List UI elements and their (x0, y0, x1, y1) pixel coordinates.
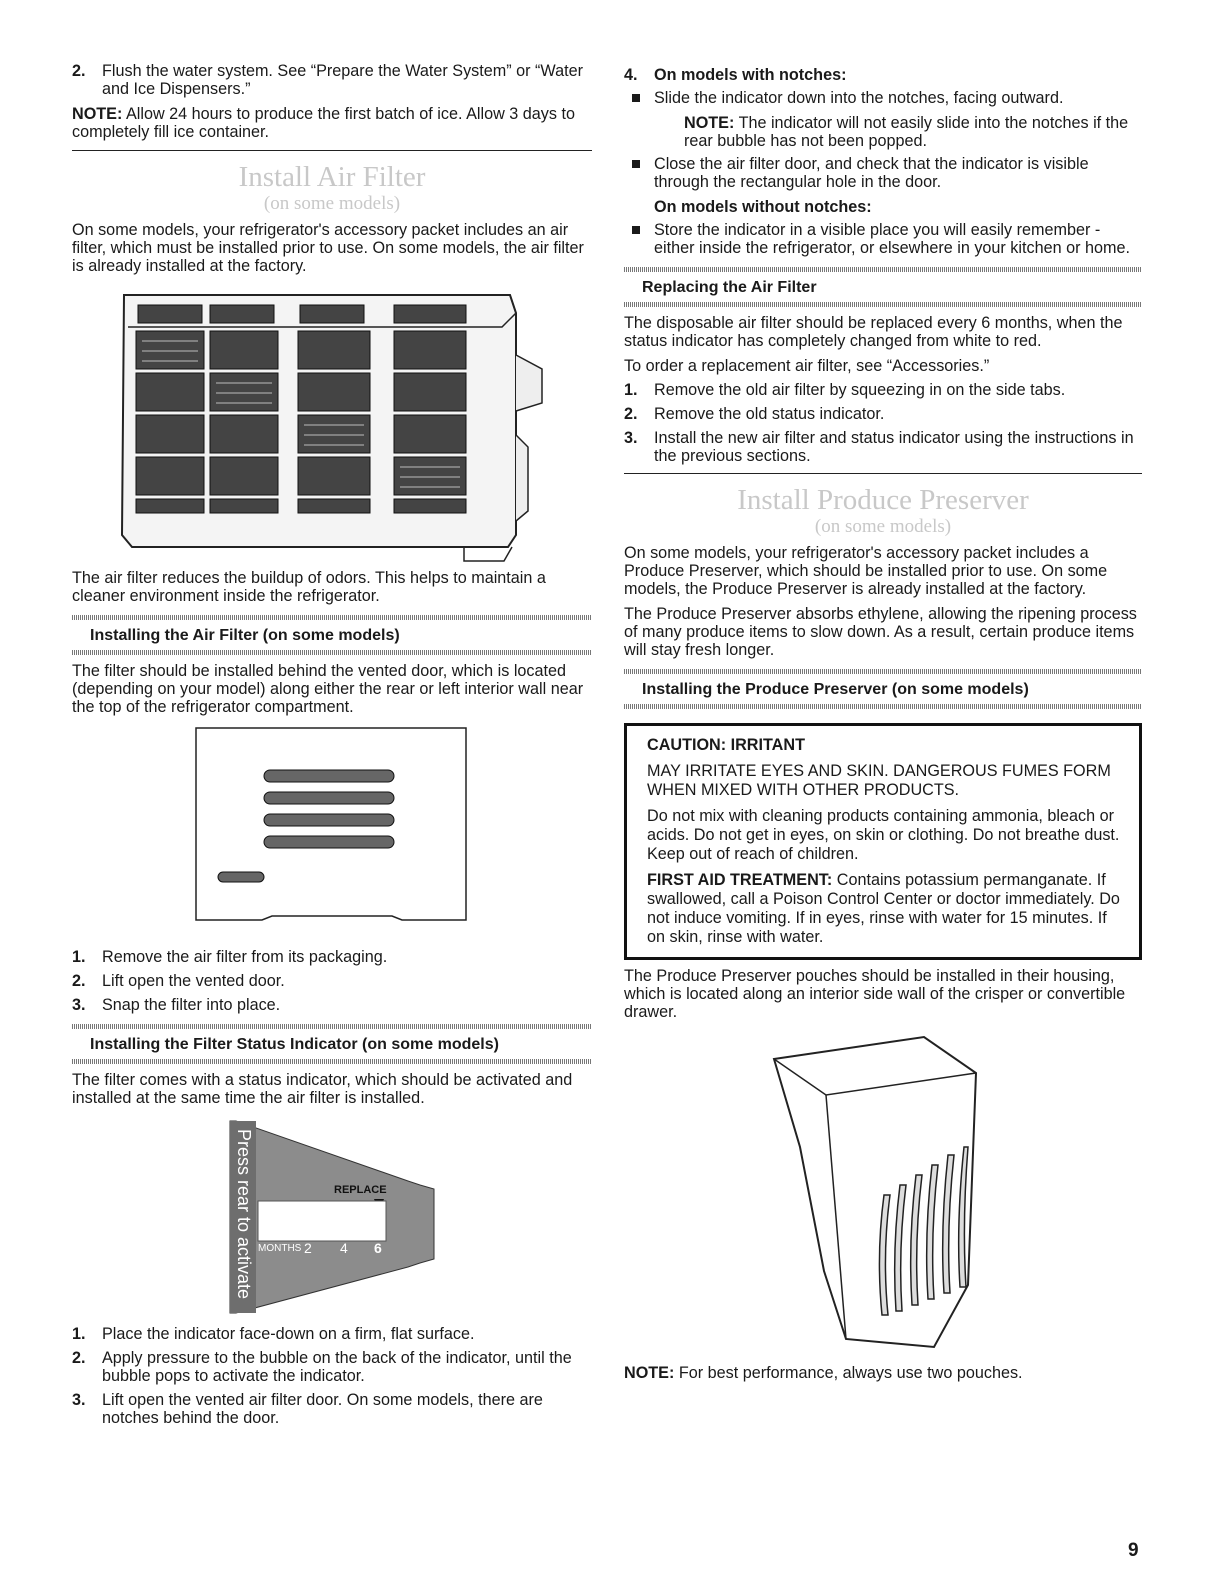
indicator-month-2: 2 (304, 1240, 312, 1256)
right-column (624, 62, 1142, 1382)
flush-step: 2. Flush the water system. See “Prepare the Water System” or “Water and Ice Dispensers.” (72, 62, 583, 98)
pouches-note: NOTE: For best performance, always use two pouches. (624, 1364, 1023, 1382)
produce-preserver-absorbs: The Produce Preserver absorbs ethylene, allowing the ripening process of many produce items to slow down. As a result, certain produce items will stay fresh longer. (624, 605, 1137, 659)
indicator-text: The filter comes with a status indicator, which should be activated and installed at the same time the air filter is installed. (72, 1071, 573, 1107)
vented-door-illustration (72, 726, 592, 942)
install-step: 2. Lift open the vented door. (72, 972, 285, 990)
left-column (72, 62, 592, 1427)
ice-note: NOTE: Allow 24 hours to produce the first batch of ice. Allow 3 days to completely fill ice container. (72, 105, 575, 141)
bullet-item: Store the indicator in a visible place you will easily remember - either inside the refrigerator, or elsewhere in your kitchen or home. (624, 221, 1142, 257)
replace-step: 3. Install the new air filter and status indicator using the instructions in the previous sections. (624, 429, 1134, 465)
indicator-month-6: 6 (374, 1240, 382, 1256)
section-subtitle: (on some models) (814, 516, 952, 537)
replace-step: 2. Remove the old status indicator. (624, 405, 885, 423)
indicator-month-4: 4 (340, 1240, 348, 1256)
notches-step: 4. On models with notches: (624, 66, 847, 84)
indicator-step: 3. Lift open the vented air filter door. On some models, there are notches behind the door. (72, 1391, 543, 1427)
air-filter-description: The air filter reduces the buildup of odors. This helps to maintain a cleaner environment inside the refrigerator. (72, 569, 546, 605)
indicator-step: 1. Place the indicator face-down on a firm, flat surface. (72, 1325, 475, 1343)
installing-air-filter-heading: Installing the Air Filter (on some models) (72, 615, 592, 655)
filter-status-indicator-heading: Installing the Filter Status Indicator (on some models) (72, 1024, 592, 1064)
caution-warning: MAY IRRITATE EYES AND SKIN. DANGEROUS FUMES FORM WHEN MIXED WITH OTHER PRODUCTS. (647, 762, 1111, 799)
install-step: 1. Remove the air filter from its packaging. (72, 948, 388, 966)
indicator-replace-label: REPLACE (334, 1184, 387, 1196)
section-subtitle: (on some models) (263, 193, 401, 214)
section-title: Install Air Filter (238, 161, 426, 193)
replacing-air-filter-heading: Replacing the Air Filter (624, 267, 1142, 307)
section-title: Install Produce Preserver (737, 484, 1029, 516)
caution-title: CAUTION: IRRITANT (647, 736, 805, 754)
status-indicator-illustration (72, 1119, 592, 1319)
replacing-text: The disposable air filter should be replaced every 6 months, when the status indicator has completely changed from white to red. (624, 314, 1123, 350)
air-filter-illustration (72, 285, 592, 569)
indicator-side-text: Press rear to activate (234, 1129, 254, 1300)
replace-steps-list (624, 381, 1142, 465)
divider (624, 473, 1142, 474)
bullet-item: Close the air filter door, and check that the indicator is visible through the rectangular hole in the door. (624, 155, 1142, 191)
produce-preserver-intro: On some models, your refrigerator's accessory packet includes a Produce Preserver, which should be installed prior to use. On some models, the Produce Preserver is already installed at the factory. (624, 544, 1108, 598)
produce-preserver-illustration (624, 1035, 1142, 1357)
indicator-note: NOTE: The indicator will not easily slide into the notches if the rear bubble has not been popped. (684, 114, 1129, 150)
install-steps-list (72, 948, 592, 1014)
without-notches-heading: On models without notches: (654, 198, 872, 216)
air-filter-intro: On some models, your refrigerator's accessory packet includes an air filter, which must be installed prior to use. On some models, the air filter is already installed at the factory. (72, 221, 584, 275)
replace-step: 1. Remove the old air filter by squeezing in on the side tabs. (624, 381, 1066, 399)
bullet-item: Slide the indicator down into the notches, facing outward. (624, 89, 1142, 107)
divider (72, 150, 592, 151)
installing-text: The filter should be installed behind the vented door, which is located (depending on your model) along either the rear or left interior wall near the top of the refrigerator compartment. (72, 662, 584, 716)
order-text: To order a replacement air filter, see “Accessories.” (624, 357, 990, 375)
caution-box (624, 723, 1142, 960)
pouches-text: The Produce Preserver pouches should be installed in their housing, which is located along an interior side wall of the crisper or convertible drawer. (624, 967, 1126, 1021)
installing-produce-preserver-heading: Installing the Produce Preserver (on some models) (624, 669, 1142, 709)
caution-instructions: Do not mix with cleaning products containing ammonia, bleach or acids. Do not get in eyes, on skin or clothing. Do not breathe dust. Keep out of reach of children. (647, 807, 1120, 863)
install-step: 3. Snap the filter into place. (72, 996, 281, 1014)
first-aid-text: FIRST AID TREATMENT: Contains potassium permanganate. If swallowed, call a Poison Control Center or doctor immediately. Do not induce vomiting. If in eyes, rinse with water for 15 minutes. If on skin, rinse with water. (647, 871, 1120, 946)
indicator-months-label: MONTHS (258, 1243, 302, 1254)
page-number: 9 (1128, 1540, 1139, 1561)
indicator-steps-list (72, 1325, 592, 1427)
indicator-step: 2. Apply pressure to the bubble on the back of the indicator, until the bubble pops to activate the indicator. (72, 1349, 572, 1385)
